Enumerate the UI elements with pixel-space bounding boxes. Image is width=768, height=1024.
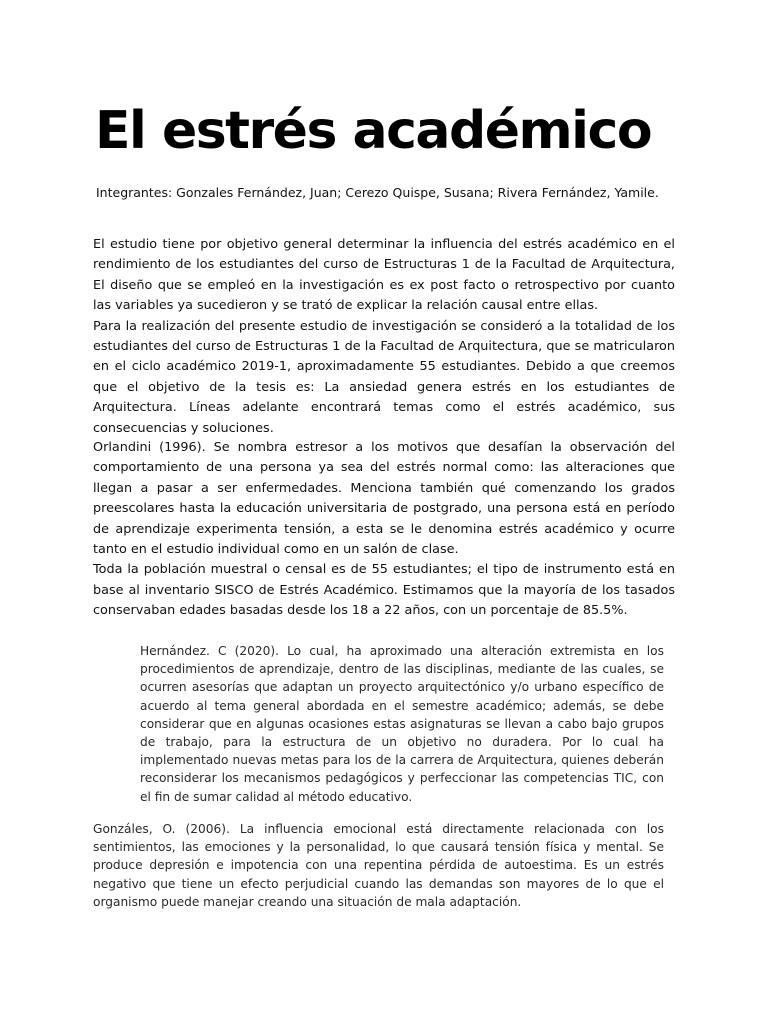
paragraph: Para la realización del presente estudio de investigación se consideró a la totalidad de los estudiantes del curso de Estructuras 1 de la Facultad de Arquitectura, que se matricularon en el ciclo académico 2019-1, aproximadamente 55 estudiantes. Debido a que creemos que el objetivo de la tesis es: La ansiedad genera estrés en los estudiantes de Arquitectura. Líneas adelante encontrará temas como el estrés académico, sus consecuencias y soluciones. [93, 318, 675, 436]
intro-section [93, 235, 675, 439]
paragraph: Toda la población muestral o censal es de 55 estudiantes; el tipo de instrumento está en base al inventario SISCO de Estrés Académico. Estimamos que la mayoría de los tasados conservaban edades basadas desde los 18 a 22 años, con un porcentaje de 85.5%. [93, 562, 675, 619]
paragraph: Orlandini (1996). Se nombra estresor a los motivos que desafían la observación del comportamiento de una persona ya sea del estrés normal como: las alteraciones que llegan a pasar a ser enfermedades. Menciona también qué comenzando los grados preescolares hasta la educación universitaria de postgrado, una persona está en período de aprendizaje experimenta tensión, a esta se le denomina estrés académico y ocurre tanto en el estudio individual como en un salón de clase. [93, 440, 675, 558]
document-title: El estrés académico [95, 101, 652, 161]
paragraph: El estudio tiene por objetivo general determinar la influencia del estrés académico en el rendimiento de los estudiantes del curso de Estructuras 1 de la Facultad de Arquitectura, El diseño que se empleó en la investigación es ex post facto o retrospectivo por cuanto las variables ya sucedieron y se trató de explicar la relación causal entre ellas. [93, 237, 675, 314]
authors-line: Integrantes: Gonzales Fernández, Juan; Cerezo Quispe, Susana; Rivera Fernández, Yamile. [96, 185, 659, 200]
paragraph: Gonzáles, O. (2006). La influencia emocional está directamente relacionada con los sentimientos, las emociones y la personalidad, lo que causará tensión física y mental. Se produce depresión e impotencia con una repentina pérdida de autoestima. Es un estrés negativo que tiene un efecto perjudicial cuando las demandas son mayores de lo que el organismo puede manejar creando una situación de mala adaptación. [93, 822, 664, 909]
block-quote [140, 642, 664, 806]
gonzales-section [93, 820, 664, 911]
orlandini-section [93, 438, 675, 622]
quote-paragraph: Hernández. C (2020). Lo cual, ha aproximado una alteración extremista en los procedimientos de aprendizaje, dentro de las disciplinas, mediante de las cuales, se ocurren asesorías que adaptan un proyecto arquitectónico y/o urbano específico de acuerdo al tema general abordada en el semestre académico; además, se debe considerar que en algunas ocasiones estas asignaturas se llevan a cabo bajo grupos de trabajo, para la estructura de un objetivo no duradera. Por lo cual ha implementado nuevas metas para los de la carrera de Arquitectura, quienes deberán reconsiderar los mecanismos pedagógicos y perfeccionar las competencias TIC, con el fin de sumar calidad al método educativo. [140, 644, 664, 804]
